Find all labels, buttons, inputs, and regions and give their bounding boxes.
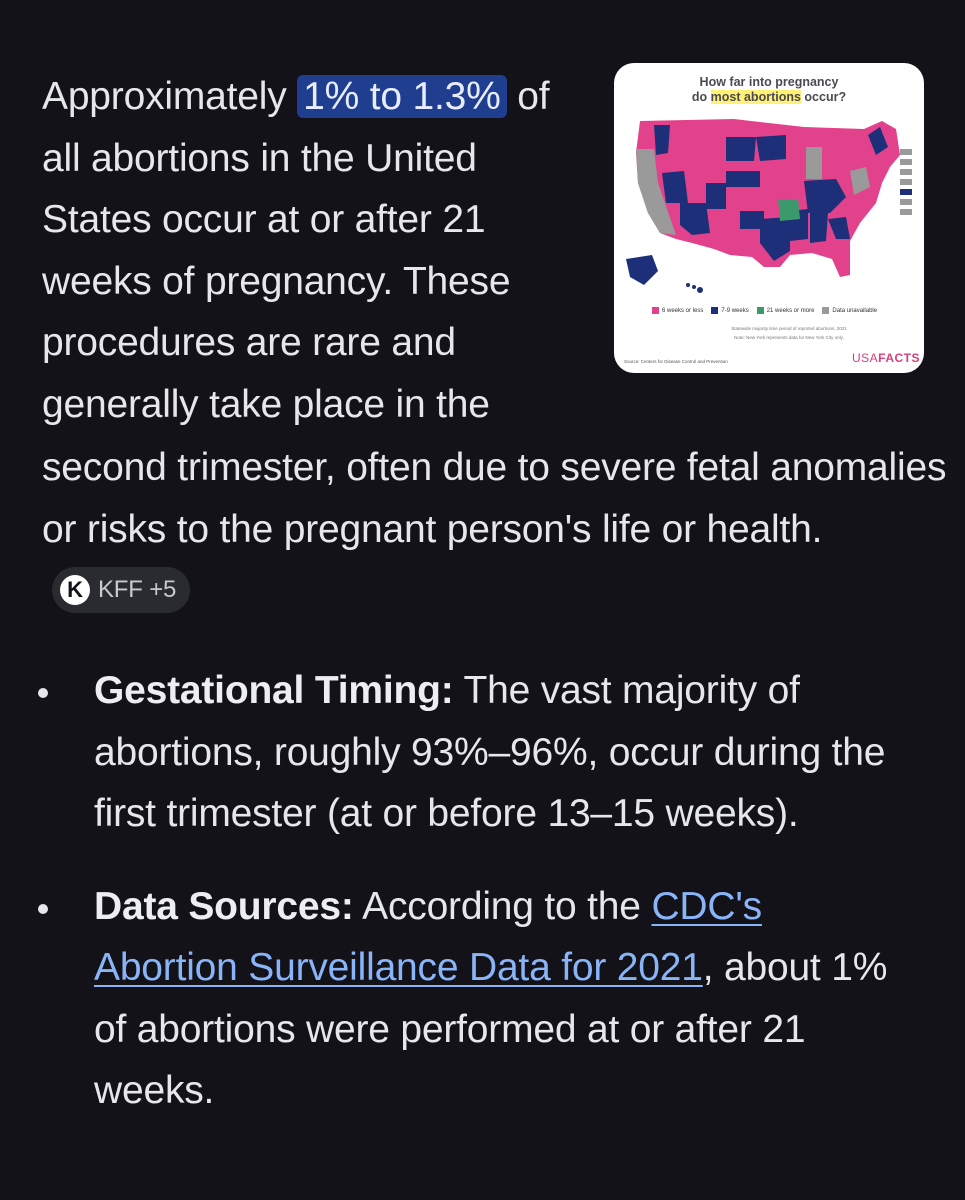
title-highlight: most abortions bbox=[710, 90, 801, 104]
legend-swatch-navy bbox=[711, 307, 718, 314]
bullet-text: According to the bbox=[353, 884, 652, 928]
infographic-thumbnail[interactable] bbox=[614, 63, 924, 373]
legend-item bbox=[757, 307, 815, 314]
infographic-note: Note: New York represents data for New York City only. bbox=[734, 335, 844, 340]
infographic-source: Source: Centers for Disease Control and Prevention bbox=[624, 359, 728, 364]
cdc-data-link[interactable]: CDC's Abortion Surveillance Data for 2021 bbox=[94, 884, 762, 989]
legend-label: Data unavailable bbox=[832, 307, 878, 314]
infographic-title-line1: How far into pregnancy bbox=[699, 75, 839, 89]
legend-label: 7-9 weeks bbox=[721, 307, 749, 314]
legend-item bbox=[652, 307, 703, 314]
bullet-term: Data Sources: bbox=[94, 884, 354, 928]
intro-paragraph bbox=[42, 66, 587, 435]
infographic-note: Statewide majority time period of reported abortions, 2021 bbox=[731, 326, 847, 331]
intro-text-middle: of all abortions in the United States occur at or after 21 weeks of pregnancy. These procedures are rare and generally take place in the bbox=[42, 75, 550, 426]
infographic-legend bbox=[652, 307, 877, 314]
legend-swatch-pink bbox=[652, 307, 659, 314]
usafacts-logo bbox=[852, 351, 920, 365]
legend-item bbox=[711, 307, 748, 314]
highlighted-statistic[interactable]: 1% to 1.3% bbox=[297, 75, 506, 118]
source-chip[interactable] bbox=[52, 567, 190, 613]
bullet-term: Gestational Timing: bbox=[94, 669, 454, 712]
legend-label: 21 weeks or more bbox=[766, 307, 815, 314]
intro-paragraph-continued bbox=[42, 437, 952, 622]
legend-swatch-gray bbox=[822, 307, 829, 314]
title-post: occur? bbox=[800, 90, 847, 104]
legend-swatch-green bbox=[757, 307, 764, 314]
bullet-dot-icon bbox=[38, 688, 48, 698]
brand-usa: USA bbox=[851, 351, 879, 365]
brand-facts: FACTS bbox=[878, 351, 920, 365]
list-item bbox=[0, 660, 904, 845]
bullet-dot-icon bbox=[38, 904, 48, 914]
list-item bbox=[0, 876, 904, 1122]
bullet-text: , about 1% of abortions were performed at or after 21 weeks. bbox=[94, 946, 888, 1112]
bullet-list bbox=[0, 660, 965, 1153]
bullet-text: The vast majority of abortions, roughly 93%–96%, occur during the first trimester (at or before 13–15 weeks). bbox=[94, 669, 886, 835]
intro-text-start: Approximately bbox=[42, 75, 298, 118]
title-pre: do bbox=[691, 90, 711, 104]
legend-item bbox=[822, 307, 877, 314]
intro-text-end: second trimester, often due to severe fetal anomalies or risks to the pregnant person's life or health. bbox=[42, 446, 947, 551]
source-chip-label: KFF +5 bbox=[98, 576, 177, 603]
legend-label: 6 weeks or less bbox=[662, 307, 704, 314]
kff-logo-icon: K bbox=[60, 575, 90, 605]
